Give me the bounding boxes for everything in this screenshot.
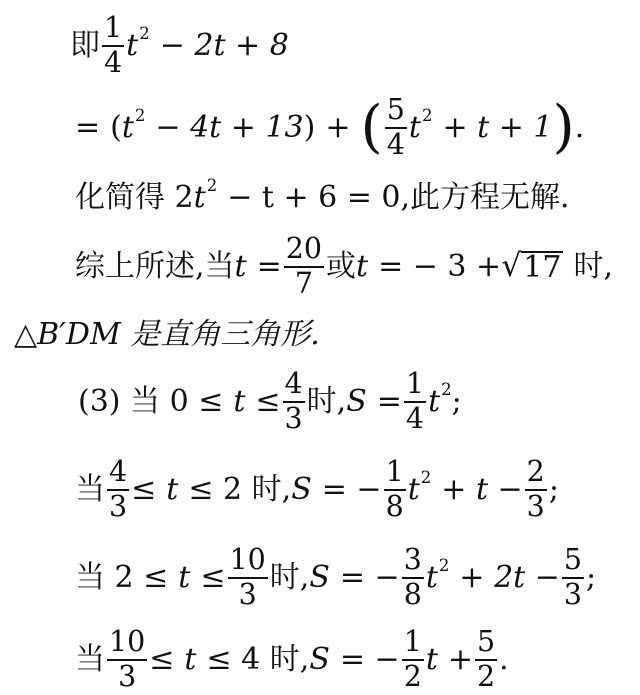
big-paren: ( [360, 93, 383, 160]
numerator: 5 [385, 96, 407, 129]
le-sign: ≤ [131, 471, 157, 507]
text: ; [451, 383, 462, 419]
numerator: 1 [402, 628, 424, 661]
text: 时, [269, 559, 310, 595]
expression: − 2t + 8 [159, 27, 289, 63]
denominator: 8 [403, 577, 422, 611]
variable: t [166, 471, 179, 507]
variable: S [346, 383, 367, 419]
denominator: 3 [563, 577, 583, 611]
denominator: 4 [386, 127, 405, 161]
text: ; [586, 559, 597, 595]
text: ; [548, 471, 559, 507]
denominator: 3 [526, 489, 545, 523]
numerator: 3 [402, 546, 424, 579]
plus-sign: + [325, 109, 351, 145]
equation-line-7 [75, 455, 559, 523]
variable: S [291, 471, 312, 507]
numerator: 1 [102, 14, 124, 47]
fraction [562, 543, 584, 611]
text: 化简得 2 [75, 180, 194, 215]
text: . [499, 641, 509, 677]
text: ≤ 4 时, [206, 641, 310, 677]
variable: t [193, 180, 206, 215]
exponent: 2 [438, 555, 450, 575]
equals-sign: = [256, 248, 282, 284]
variable: t [428, 383, 441, 419]
denominator: 3 [238, 577, 257, 611]
numerator: 5 [475, 628, 497, 661]
paren: ( [110, 109, 122, 145]
numerator: 4 [283, 370, 305, 403]
equals-sign: = [376, 383, 402, 419]
equation-line-6 [78, 367, 462, 435]
denominator: 2 [477, 659, 496, 693]
variable: t [425, 641, 438, 677]
equation-line-2 [75, 93, 585, 161]
expression: + t − [441, 471, 523, 507]
text: 当 2 ≤ [75, 559, 169, 595]
text: 时, [573, 248, 613, 284]
variable: t [233, 383, 246, 419]
fraction [284, 232, 324, 300]
numerator: 1 [404, 370, 426, 403]
big-paren: ) [552, 93, 575, 160]
radicand: 17 [523, 249, 562, 285]
equation-line-9 [75, 625, 509, 693]
variable: t [407, 471, 420, 507]
expression: = − [339, 559, 400, 595]
variable: t [184, 641, 197, 677]
text: △B′DM 是直角三角形. [14, 317, 320, 352]
plus-sign: + [447, 641, 474, 677]
text: − t + 6 = 0,此方程无解. [227, 180, 570, 215]
le-sign: ≤ [149, 641, 175, 677]
variable: S [309, 641, 330, 677]
text: 或 [326, 248, 357, 284]
fraction [102, 11, 124, 79]
square-root: √ 17 [501, 248, 562, 285]
equation-line-3 [75, 176, 570, 215]
equation-line-1 [70, 11, 289, 79]
variable: t [408, 109, 421, 145]
exponent: 2 [134, 105, 146, 125]
fraction [402, 625, 424, 693]
expression: = − 3 + [378, 248, 502, 284]
fraction [283, 367, 305, 435]
text: 当 [75, 641, 105, 677]
text: ≤ 2 时, [188, 471, 292, 507]
le-sign: ≤ [255, 383, 281, 419]
variable: S [309, 559, 330, 595]
numerator: 10 [228, 546, 268, 579]
fraction [107, 455, 129, 523]
exponent: 2 [139, 23, 150, 43]
expression: = − [339, 641, 400, 677]
text: (3) 当 0 ≤ [78, 383, 224, 419]
fraction [525, 455, 547, 523]
exponent: 2 [441, 379, 452, 399]
equation-line-5 [14, 317, 320, 352]
fraction [107, 625, 147, 693]
fraction [228, 543, 268, 611]
expression: = − [321, 471, 382, 507]
denominator: 4 [405, 401, 425, 435]
numerator: 5 [562, 546, 584, 579]
denominator: 2 [403, 659, 422, 693]
exponent: 2 [420, 467, 432, 487]
text: 综上所述,当 [75, 248, 235, 284]
exponent: 2 [421, 105, 433, 125]
variable: t [425, 559, 438, 595]
expression: + t + 1 [442, 109, 553, 145]
denominator: 8 [385, 489, 404, 523]
equation-line-4 [75, 232, 613, 300]
equals-sign: = [75, 109, 101, 145]
variable: t [126, 27, 139, 63]
fraction [385, 93, 407, 161]
expression: − 4t + 13 [155, 109, 304, 145]
variable: t [234, 248, 247, 284]
numerator: 1 [384, 458, 406, 491]
variable: t [178, 559, 191, 595]
exponent: 2 [206, 176, 218, 196]
denominator: 3 [284, 401, 303, 435]
expression: + 2t − [459, 559, 560, 595]
numerator: 4 [107, 458, 129, 491]
numerator: 20 [284, 235, 324, 268]
variable: t [356, 248, 369, 284]
le-sign: ≤ [200, 559, 226, 595]
text-prefix: 即 [70, 27, 100, 63]
fraction [402, 543, 424, 611]
denominator: 4 [104, 45, 123, 79]
text: 当 [75, 471, 105, 507]
numerator: 2 [525, 458, 547, 491]
equation-line-8 [75, 543, 597, 611]
denominator: 7 [294, 266, 313, 300]
paren: ) [303, 109, 316, 145]
denominator: 3 [109, 489, 128, 523]
text: 时, [306, 383, 347, 419]
fraction [475, 625, 497, 693]
fraction [404, 367, 426, 435]
variable: t [121, 109, 134, 145]
numerator: 10 [107, 628, 147, 661]
period: . [574, 109, 585, 145]
fraction [384, 455, 406, 523]
denominator: 3 [118, 659, 137, 693]
